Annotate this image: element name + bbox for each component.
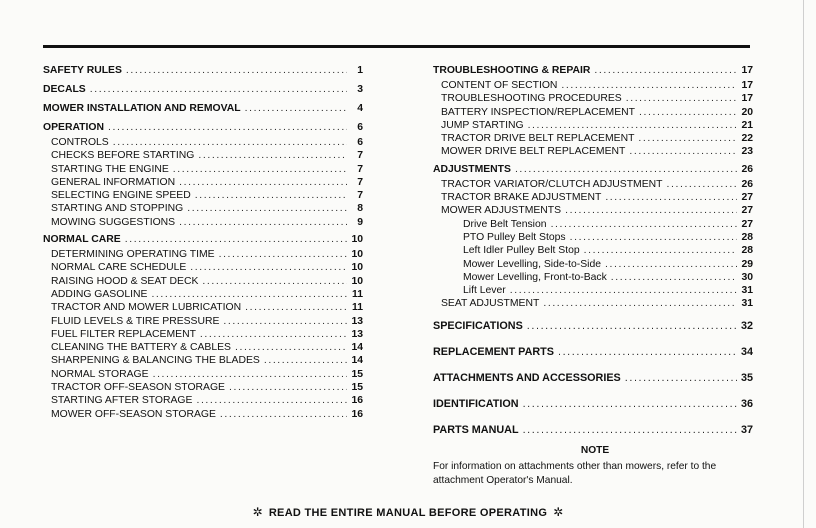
toc-entry-troubleshooting-repair[interactable]	[433, 64, 753, 79]
toc-entry-page-number: 29	[741, 258, 753, 270]
toc-entry-page-number: 6	[357, 137, 363, 148]
toc-entry-pto-pulley-belt-stops[interactable]	[433, 231, 753, 244]
toc-entry-page-number: 17	[741, 80, 753, 91]
toc-entry-label: IDENTIFICATION	[433, 397, 519, 410]
dot-leader	[151, 288, 347, 301]
toc-left-column	[43, 64, 363, 421]
toc-entry-page-number: 15	[351, 382, 363, 394]
toc-entry-label: RAISING HOOD & SEAT DECK	[51, 275, 199, 287]
dot-leader	[570, 231, 737, 244]
dot-leader	[551, 218, 737, 231]
toc-entry-page-number: 10	[351, 234, 363, 246]
dot-leader	[515, 163, 737, 176]
dot-leader	[113, 136, 347, 149]
toc-entry-page-number: 31	[741, 285, 753, 297]
toc-entry-tractor-and-mower-lubrication[interactable]	[43, 301, 363, 314]
toc-entry-page-number: 8	[357, 203, 363, 215]
toc-entry-label: TRACTOR VARIATOR/CLUTCH ADJUSTMENT	[441, 178, 663, 190]
toc-entry-troubleshooting-procedures[interactable]	[433, 92, 753, 105]
toc-entry-page-number: 36	[740, 397, 753, 410]
toc-entry-page-number: 10	[351, 249, 363, 261]
dot-leader	[528, 119, 737, 132]
toc-entry-seat-adjustment[interactable]	[433, 297, 753, 310]
page-edge-line	[803, 0, 804, 528]
dot-leader	[173, 163, 347, 176]
toc-entry-replacement-parts[interactable]	[433, 341, 753, 363]
dot-leader	[202, 275, 347, 288]
toc-entry-cleaning-the-battery-cables[interactable]	[43, 341, 363, 354]
toc-entry-label: TRACTOR BRAKE ADJUSTMENT	[441, 192, 602, 204]
toc-entry-tractor-off-season-storage[interactable]	[43, 381, 363, 394]
toc-entry-raising-hood-seat-deck[interactable]	[43, 275, 363, 288]
toc-entry-label: MOWER OFF-SEASON STORAGE	[51, 408, 216, 420]
toc-entry-mower-off-season-storage[interactable]	[43, 408, 363, 421]
toc-entry-page-number: 15	[351, 368, 363, 380]
dot-leader	[264, 354, 347, 367]
toc-entry-page-number: 7	[357, 150, 363, 162]
dot-leader	[245, 301, 347, 314]
toc-entry-label: MOWER ADJUSTMENTS	[441, 205, 562, 217]
toc-entry-page-number: 7	[357, 176, 363, 188]
toc-entry-controls[interactable]	[43, 136, 363, 149]
toc-entry-page-number: 4	[357, 103, 363, 114]
toc-entry-fuel-filter-replacement[interactable]	[43, 328, 363, 341]
toc-entry-safety-rules[interactable]	[43, 64, 363, 79]
dot-leader	[667, 178, 738, 191]
toc-entry-battery-inspection-replacement[interactable]	[433, 106, 753, 119]
toc-entry-label: TRACTOR AND MOWER LUBRICATION	[51, 302, 242, 314]
toc-entry-page-number: 35	[740, 371, 753, 384]
toc-entry-page-number: 20	[741, 106, 753, 118]
toc-entry-page-number: 27	[741, 218, 753, 230]
toc-entry-left-idler-pulley-belt-stop[interactable]	[433, 244, 753, 257]
dot-leader	[108, 121, 347, 134]
toc-entry-label: Mower Levelling, Side-to-Side	[463, 258, 602, 270]
toc-entry-page-number: 28	[741, 231, 753, 243]
dot-leader	[179, 176, 347, 189]
dot-leader	[558, 341, 737, 363]
dot-leader	[200, 328, 347, 341]
toc-entry-page-number: 9	[357, 216, 363, 228]
dot-leader	[198, 149, 347, 162]
toc-entry-label: FUEL FILTER REPLACEMENT	[51, 328, 196, 340]
toc-entry-page-number: 11	[352, 288, 363, 300]
toc-entry-label: MOWER DRIVE BELT REPLACEMENT	[441, 146, 626, 158]
toc-entry-page-number: 22	[741, 133, 753, 145]
toc-entry-label: NORMAL CARE SCHEDULE	[51, 262, 187, 274]
toc-entry-label: GENERAL INFORMATION	[51, 176, 176, 188]
toc-entry-page-number: 17	[741, 65, 753, 76]
toc-entry-label: SAFETY RULES	[43, 65, 122, 76]
toc-entry-page-number: 28	[741, 245, 753, 257]
dot-leader	[625, 367, 737, 389]
toc-entry-label: DETERMINING OPERATING TIME	[51, 249, 215, 261]
toc-entry-page-number: 34	[740, 345, 753, 358]
toc-entry-label: CLEANING THE BATTERY & CABLES	[51, 342, 231, 354]
dot-leader	[523, 393, 737, 415]
toc-entry-page-number: 16	[351, 395, 363, 407]
toc-entry-label: CHECKS BEFORE STARTING	[51, 150, 195, 162]
toc-entry-page-number: 21	[741, 119, 753, 131]
dot-leader	[594, 64, 737, 77]
toc-entry-mower-levelling-front-to-back[interactable]	[433, 271, 753, 284]
toc-entry-label: SELECTING ENGINE SPEED	[51, 190, 191, 202]
toc-entry-label: JUMP STARTING	[441, 119, 524, 131]
toc-entry-selecting-engine-speed[interactable]	[43, 189, 363, 202]
toc-entry-page-number: 26	[741, 163, 753, 175]
note-box	[433, 444, 757, 487]
note-title: NOTE	[580, 445, 610, 456]
toc-entry-label: REPLACEMENT PARTS	[433, 345, 554, 358]
dot-leader	[605, 258, 737, 271]
toc-entry-label: BATTERY INSPECTION/REPLACEMENT	[441, 106, 635, 118]
toc-entry-label: DECALS	[43, 84, 86, 95]
toc-entry-checks-before-starting[interactable]	[43, 149, 363, 162]
toc-entry-adding-gasoline[interactable]	[43, 288, 363, 301]
toc-entry-label: STARTING AND STOPPING	[51, 203, 184, 215]
asterisk-star-icon: ✲	[553, 505, 564, 519]
dot-leader	[543, 297, 737, 310]
toc-entry-label: ATTACHMENTS AND ACCESSORIES	[433, 371, 621, 384]
dot-leader	[126, 64, 347, 77]
toc-entry-drive-belt-tension[interactable]	[433, 218, 753, 231]
toc-entry-mower-installation-and-removal[interactable]	[43, 102, 363, 117]
toc-entry-label: ADJUSTMENTS	[433, 163, 511, 175]
toc-entry-sharpening-balancing-the-blades[interactable]	[43, 354, 363, 367]
toc-entry-label: PARTS MANUAL	[433, 423, 519, 436]
toc-entry-page-number: 26	[741, 178, 753, 190]
dot-leader	[196, 394, 347, 407]
toc-entry-label: NORMAL CARE	[43, 234, 121, 246]
dot-leader	[639, 106, 737, 119]
toc-entry-label: SPECIFICATIONS	[433, 319, 523, 332]
toc-entry-label: TRACTOR DRIVE BELT REPLACEMENT	[441, 133, 635, 145]
dot-leader	[153, 368, 347, 381]
toc-entry-page-number: 27	[741, 205, 753, 217]
toc-entry-page-number: 10	[351, 262, 363, 274]
dot-leader	[245, 102, 347, 115]
toc-entry-label: OPERATION	[43, 122, 104, 133]
header-rule	[43, 45, 750, 48]
toc-entry-lift-lever[interactable]	[433, 284, 753, 297]
dot-leader	[561, 79, 737, 92]
toc-entry-determining-operating-time[interactable]	[43, 248, 363, 261]
toc-entry-mower-drive-belt-replacement[interactable]	[433, 145, 753, 158]
toc-entry-page-number: 7	[357, 190, 363, 202]
toc-entry-label: SHARPENING & BALANCING THE BLADES	[51, 355, 260, 367]
toc-entry-page-number: 13	[351, 328, 363, 340]
toc-entry-tractor-drive-belt-replacement[interactable]	[433, 132, 753, 145]
toc-entry-label: CONTENT OF SECTION	[441, 80, 558, 91]
toc-entry-label: Left Idler Pulley Belt Stop	[463, 245, 580, 257]
toc-entry-mowing-suggestions[interactable]	[43, 216, 363, 229]
toc-entry-jump-starting[interactable]	[433, 119, 753, 132]
toc-entry-page-number: 11	[352, 302, 363, 314]
toc-entry-page-number: 16	[351, 408, 363, 420]
toc-entry-normal-storage[interactable]	[43, 368, 363, 381]
toc-entry-label: TRACTOR OFF-SEASON STORAGE	[51, 382, 225, 394]
asterisk-star-icon: ✲	[252, 505, 263, 519]
toc-entry-label: SEAT ADJUSTMENT	[441, 298, 540, 310]
toc-entry-page-number: 14	[351, 342, 363, 354]
toc-entry-page-number: 17	[741, 93, 753, 105]
dot-leader	[527, 315, 737, 337]
toc-entry-tractor-variator-clutch-adjustment[interactable]	[433, 178, 753, 191]
toc-entry-adjustments[interactable]	[433, 163, 753, 178]
toc-entry-operation[interactable]	[43, 121, 363, 136]
toc-entry-mower-levelling-side-to-side[interactable]	[433, 258, 753, 271]
toc-entry-mower-adjustments[interactable]	[433, 204, 753, 217]
toc-entry-fluid-levels-tire-pressure[interactable]	[43, 315, 363, 328]
dot-leader	[90, 83, 347, 96]
toc-entry-label: MOWING SUGGESTIONS	[51, 216, 176, 228]
toc-entry-starting-and-stopping[interactable]	[43, 202, 363, 215]
footer-warning-text: READ THE ENTIRE MANUAL BEFORE OPERATING	[268, 507, 548, 519]
toc-entry-normal-care[interactable]	[43, 233, 363, 248]
toc-entry-label: TROUBLESHOOTING PROCEDURES	[441, 93, 622, 105]
toc-entry-page-number: 13	[351, 315, 363, 327]
toc-entry-page-number: 23	[741, 146, 753, 158]
dot-leader	[229, 381, 347, 394]
toc-entry-label: Mower Levelling, Front-to-Back	[463, 271, 607, 283]
toc-entry-content-of-section[interactable]	[433, 79, 753, 92]
dot-leader	[125, 233, 347, 246]
toc-entry-label: Lift Lever	[463, 285, 506, 297]
dot-leader	[187, 202, 347, 215]
dot-leader	[219, 248, 347, 261]
dot-leader	[584, 244, 737, 257]
toc-entry-specifications[interactable]	[433, 315, 753, 337]
toc-entry-label: PTO Pulley Belt Stops	[463, 231, 566, 243]
dot-leader	[220, 408, 347, 421]
dot-leader	[629, 145, 737, 158]
toc-entry-general-information[interactable]	[43, 176, 363, 189]
toc-entry-page-number: 6	[357, 122, 363, 133]
dot-leader	[626, 92, 737, 105]
toc-entry-decals[interactable]	[43, 83, 363, 98]
toc-right-column	[433, 64, 753, 441]
toc-entry-label: MOWER INSTALLATION AND REMOVAL	[43, 103, 241, 114]
toc-entry-page-number: 32	[740, 319, 753, 332]
toc-entry-page-number: 7	[357, 163, 363, 175]
toc-entry-page-number: 3	[357, 84, 363, 95]
toc-entry-label: FLUID LEVELS & TIRE PRESSURE	[51, 315, 220, 327]
toc-entry-label: TROUBLESHOOTING & REPAIR	[433, 65, 591, 76]
toc-entry-parts-manual[interactable]	[433, 419, 753, 441]
toc-entry-label: STARTING THE ENGINE	[51, 163, 169, 175]
toc-entry-page-number: 37	[740, 423, 753, 436]
toc-entry-label: STARTING AFTER STORAGE	[51, 395, 193, 407]
toc-entry-normal-care-schedule[interactable]	[43, 261, 363, 274]
dot-leader	[510, 284, 737, 297]
toc-entry-label: CONTROLS	[51, 137, 109, 148]
note-text: For information on attachments other than mowers, refer to the attachment Operator's Manual.	[433, 461, 717, 486]
toc-entry-label: ADDING GASOLINE	[51, 288, 148, 300]
dot-leader	[235, 341, 347, 354]
toc-entry-starting-the-engine[interactable]	[43, 163, 363, 176]
toc-entry-identification[interactable]	[433, 393, 753, 415]
toc-entry-page-number: 1	[357, 65, 363, 76]
toc-entry-page-number: 14	[351, 355, 363, 367]
toc-entry-attachments-and-accessories[interactable]	[433, 367, 753, 389]
dot-leader	[190, 261, 347, 274]
toc-entry-tractor-brake-adjustment[interactable]	[433, 191, 753, 204]
dot-leader	[611, 271, 737, 284]
toc-entry-label: Drive Belt Tension	[463, 218, 547, 230]
toc-entry-page-number: 31	[741, 298, 753, 310]
dot-leader	[195, 189, 347, 202]
toc-entry-label: NORMAL STORAGE	[51, 368, 149, 380]
dot-leader	[565, 204, 737, 217]
dot-leader	[605, 191, 737, 204]
toc-entry-page-number: 30	[741, 271, 753, 283]
dot-leader	[523, 419, 737, 441]
toc-entry-starting-after-storage[interactable]	[43, 394, 363, 407]
toc-entry-page-number: 10	[351, 275, 363, 287]
dot-leader	[638, 132, 737, 145]
toc-entry-page-number: 27	[741, 192, 753, 204]
dot-leader	[223, 315, 347, 328]
footer-warning	[0, 505, 816, 519]
dot-leader	[179, 216, 347, 229]
